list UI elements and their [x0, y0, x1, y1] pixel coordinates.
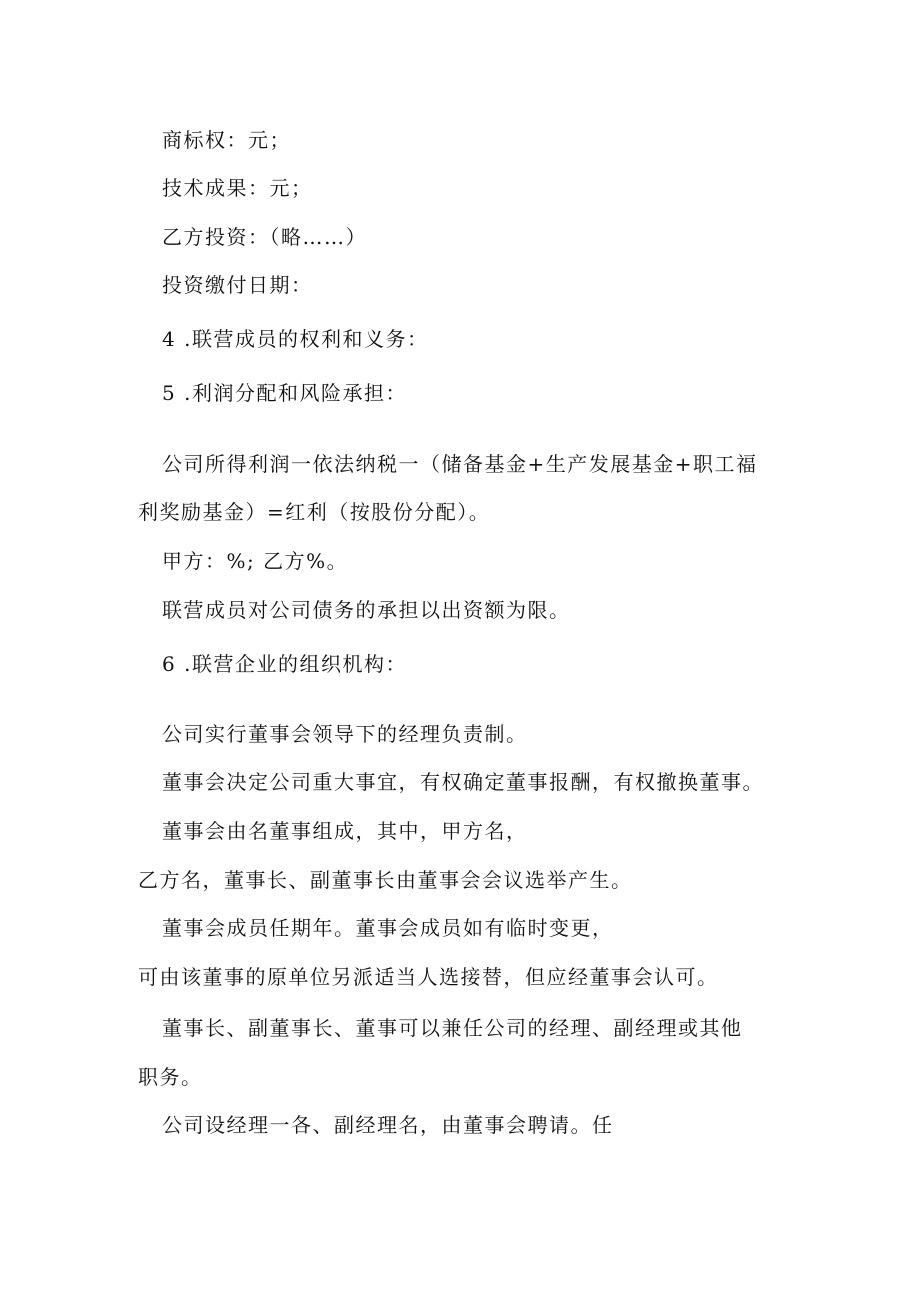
text-line-board-composition-cont: 乙方名，董事长、副董事长由董事会会议选举产生。: [138, 868, 633, 892]
section-heading-5: 5 .利润分配和风险承担：: [162, 381, 407, 405]
text-line-share-ratio: 甲方：%; 乙方%。: [162, 549, 349, 573]
text-line-party-b-investment: 乙方投资：（略……）: [162, 225, 367, 249]
text-line-tech-results: 技术成果：元；: [162, 176, 313, 200]
section-heading-6: 6 .联营企业的组织机构：: [162, 652, 407, 676]
text-line-board-term: 董事会成员任期年。董事会成员如有临时变更，: [162, 916, 614, 940]
text-line-profit-formula-cont: 利奖励基金）=红利（按股份分配）。: [138, 500, 491, 524]
text-line-payment-date: 投资缴付日期：: [162, 273, 313, 297]
text-line-concurrent-roles-cont: 职务。: [138, 1065, 203, 1089]
text-line-manager-appointment: 公司设经理一各、副经理名，由董事会聘请。任: [162, 1113, 614, 1137]
text-line-concurrent-roles: 董事长、副董事长、董事可以兼任公司的经理、副经理或其他: [162, 1016, 743, 1040]
section-heading-4: 4 .联营成员的权利和义务：: [162, 327, 429, 351]
text-line-board-powers: 董事会决定公司重大事宜，有权确定董事报酬，有权撤换董事。: [162, 770, 764, 794]
text-line-profit-formula: 公司所得利润一依法纳税一（储备基金+生产发展基金+职工福: [162, 452, 758, 476]
text-line-manager-system: 公司实行董事会领导下的经理负责制。: [162, 722, 528, 746]
text-line-board-composition: 董事会由名董事组成，其中，甲方名，: [162, 819, 528, 843]
text-line-liability: 联营成员对公司债务的承担以出资额为限。: [162, 598, 571, 622]
text-line-trademark: 商标权：元；: [162, 128, 291, 152]
text-line-board-term-cont: 可由该董事的原单位另派适当人选接替，但应经董事会认可。: [138, 965, 719, 989]
